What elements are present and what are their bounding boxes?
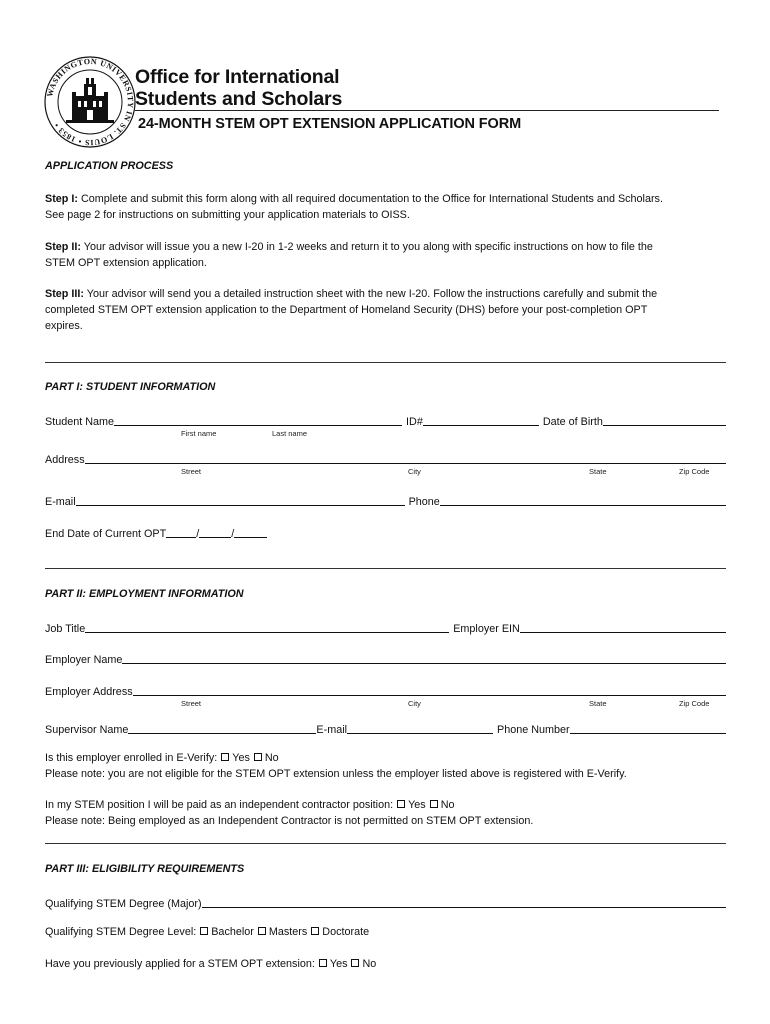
student-name-field[interactable] [114,413,402,426]
last-name-caption: Last name [272,429,308,438]
previous-application-row [45,958,376,970]
end-date-year-field[interactable] [234,525,267,538]
step-2-text: Your advisor will issue you a new I-20 in 1-2 weeks and return it to you along with specific instructions on how to file the [81,241,653,253]
student-name-label: Student Name [45,416,115,428]
employer-name-field[interactable] [122,651,726,664]
step-3-label: Step III: [45,288,84,300]
date-of-birth-field[interactable] [603,413,726,426]
contractor-question: In my STEM position I will be paid as an independent contractor position: [45,799,394,811]
office-title-line2: Students and Scholars [135,88,343,110]
zip-code-caption: Zip Code [679,467,710,476]
contractor-no-label: No [440,799,455,811]
student-name-row [45,412,726,428]
state-caption: State [589,699,607,708]
contractor-no-checkbox[interactable] [430,800,438,808]
form-title: 24-MONTH STEM OPT EXTENSION APPLICATION FORM [138,116,522,132]
step-2-paragraph [45,239,730,271]
step-1-text: Complete and submit this form along with all required documentation to the Office for International Students and Scholars. [78,193,663,205]
degree-major-label: Qualifying STEM Degree (Major) [45,898,202,910]
employer-ein-field[interactable] [520,620,726,633]
state-caption: State [589,467,607,476]
job-title-field[interactable] [85,620,449,633]
email-field[interactable] [76,493,405,506]
doctorate-label: Doctorate [322,926,370,938]
header-divider [135,110,719,111]
step-1-paragraph [45,191,730,223]
contractor-yes-checkbox[interactable] [397,800,405,808]
street-caption: Street [181,467,202,476]
employer-address-row [45,682,726,698]
phone-field[interactable] [440,493,726,506]
contractor-yes-label: Yes [408,799,426,811]
employer-ein-label: Employer EIN [453,623,520,635]
supervisor-email-label: E-mail [316,724,348,736]
job-title-label: Job Title [45,623,86,635]
street-caption: Street [181,699,202,708]
id-field[interactable] [423,413,539,426]
everify-no-label: No [264,752,279,764]
everify-no-checkbox[interactable] [254,753,262,761]
employer-address-field[interactable] [133,683,726,696]
masters-checkbox[interactable] [258,927,266,935]
job-title-row [45,619,726,635]
application-process-heading: APPLICATION PROCESS [45,160,174,172]
previous-no-checkbox[interactable] [351,959,359,967]
doctorate-checkbox[interactable] [311,927,319,935]
part-2-heading: PART II: EMPLOYMENT INFORMATION [45,588,244,600]
everify-note: Please note: you are not eligible for the STEM OPT extension unless the employer listed above is registered with E-Verify. [45,768,627,780]
end-date-day-field[interactable] [199,525,231,538]
city-caption: City [408,699,421,708]
step-1-label: Step I: [45,193,78,205]
step-3-text-line3: expires. [45,320,83,332]
office-title-line1: Office for International [135,66,340,88]
university-seal [44,56,136,148]
contractor-note: Please note: Being employed as an Independent Contractor is not permitted on STEM OPT extension. [45,815,534,827]
end-date-month-field[interactable] [166,525,196,538]
employer-name-row [45,650,726,666]
degree-level-label: Qualifying STEM Degree Level: [45,926,197,938]
supervisor-row [45,720,726,736]
previous-no-label: No [362,958,377,970]
step-2-label: Step II: [45,241,81,253]
phone-label: Phone [408,496,440,508]
first-name-caption: First name [181,429,217,438]
step-3-paragraph [45,286,730,334]
id-label: ID# [406,416,423,428]
phone-number-field[interactable] [570,721,726,734]
previous-yes-label: Yes [329,958,348,970]
address-label: Address [45,454,85,466]
phone-number-label: Phone Number [497,724,570,736]
masters-label: Masters [268,926,308,938]
step-1-text-line2: See page 2 for instructions on submitting your application materials to OISS. [45,209,410,221]
email-label: E-mail [45,496,76,508]
step-3-text: Your advisor will send you a detailed instruction sheet with the new I-20. Follow the instructions carefully and submit the [84,288,658,300]
part-1-heading: PART I: STUDENT INFORMATION [45,381,216,393]
supervisor-name-label: Supervisor Name [45,724,129,736]
step-3-text-line2: completed STEM OPT extension application to the Department of Homeland Security (DHS) before your post-completion OPT [45,304,648,316]
degree-level-row [45,926,369,938]
everify-yes-checkbox[interactable] [221,753,229,761]
seal-text: WASHINGTON UNIVERSITY IN ST. LOUIS • 1853 • [45,56,136,148]
city-caption: City [408,467,421,476]
everify-question-row [45,752,279,764]
zip-code-caption: Zip Code [679,699,710,708]
degree-major-field[interactable] [202,895,726,908]
address-field[interactable] [85,451,726,464]
degree-major-row [45,894,726,910]
step-2-text-line2: STEM OPT extension application. [45,257,207,269]
previous-application-question: Have you previously applied for a STEM OPT extension: [45,958,315,970]
end-date-slash-1: / [196,528,200,540]
end-date-label: End Date of Current OPT [45,528,167,540]
supervisor-name-field[interactable] [128,721,316,734]
bachelor-checkbox[interactable] [200,927,208,935]
bachelor-label: Bachelor [211,926,254,938]
contractor-question-row [45,799,455,811]
employer-address-label: Employer Address [45,686,133,698]
end-date-row [45,524,305,540]
employer-name-label: Employer Name [45,654,123,666]
office-title [135,66,342,110]
email-phone-row [45,492,726,508]
end-date-slash-2: / [231,528,235,540]
section-divider [45,843,726,844]
date-of-birth-label: Date of Birth [542,416,603,428]
address-row [45,450,726,466]
previous-yes-checkbox[interactable] [319,959,327,967]
section-divider [45,568,726,569]
supervisor-email-field[interactable] [347,721,493,734]
section-divider [45,362,726,363]
part-3-heading: PART III: ELIGIBILITY REQUIREMENTS [45,863,245,875]
everify-question: Is this employer enrolled in E-Verify: [45,752,218,764]
everify-yes-label: Yes [232,752,250,764]
